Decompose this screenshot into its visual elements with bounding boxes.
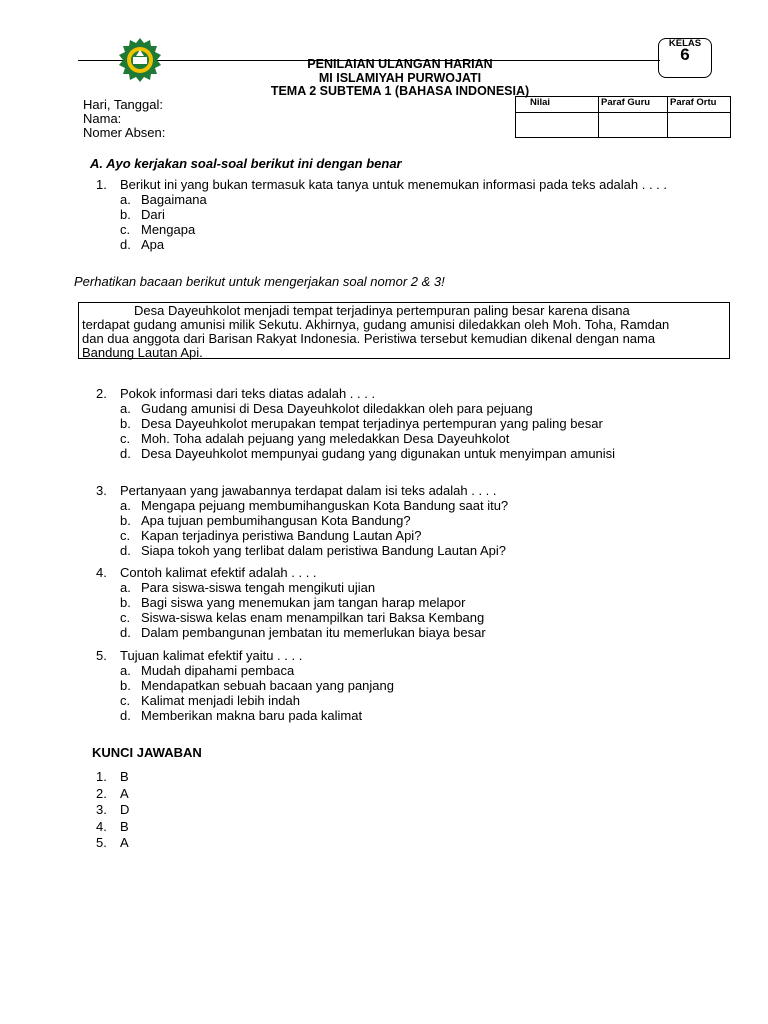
question-number: 5.: [96, 648, 107, 663]
nilai-header: Nilai: [516, 97, 599, 113]
answer-item: 2. A: [96, 785, 129, 801]
question-4: [96, 565, 486, 640]
theme-title: TEMA 2 SUBTEMA 1 (BAHASA INDONESIA): [270, 84, 530, 98]
nilai-cell: [516, 113, 599, 138]
option-b: b. Bagi siswa yang menemukan jam tangan harap melapor: [120, 595, 466, 610]
school-logo: [117, 37, 163, 83]
question-2: [96, 386, 615, 461]
question-number: 4.: [96, 565, 107, 580]
option-a: a. Bagaimana: [120, 192, 207, 207]
reading-instruction: Perhatikan bacaan berikut untuk mengerjakan soal nomor 2 & 3!: [74, 274, 445, 289]
question-3: [96, 483, 508, 558]
section-a-title: A. Ayo kerjakan soal-soal berikut ini dengan benar: [90, 156, 402, 171]
option-d: d. Apa: [120, 237, 165, 252]
question-text: Contoh kalimat efektif adalah . . . .: [120, 565, 317, 580]
question-number: 2.: [96, 386, 107, 401]
option-b: b. Mendapatkan sebuah bacaan yang panjang: [120, 678, 394, 693]
kelas-value: 6: [680, 45, 690, 64]
answer-item: 1. B: [96, 769, 129, 784]
option-d: d. Siapa tokoh yang terlibat dalam peristiwa Bandung Lautan Api?: [120, 543, 506, 558]
option-d: d. Memberikan makna baru pada kalimat: [120, 708, 363, 723]
school-name: MI ISLAMIYAH PURWOJATI: [318, 71, 482, 85]
option-c: c. Kalimat menjadi lebih indah: [120, 693, 300, 708]
date-label: Hari, Tanggal:: [83, 97, 163, 112]
option-a: a. Mudah dipahami pembaca: [120, 663, 295, 678]
answer-item: 3. D: [96, 802, 130, 817]
reading-line-3: dan dua anggota dari Barisan Rakyat Indonesia. Peristiwa tersebut kemudian dikenal dengan nama: [82, 331, 656, 346]
option-c: c. Siswa-siswa kelas enam menampilkan tari Baksa Kembang: [120, 610, 485, 625]
option-a: a. Gudang amunisi di Desa Dayeuhkolot diledakkan oleh para pejuang: [120, 401, 533, 416]
option-c: c. Kapan terjadinya peristiwa Bandung Lautan Api?: [120, 528, 422, 543]
answer-item: 5. A: [96, 835, 129, 850]
school-emblem-icon: [117, 37, 163, 83]
paraf-guru-cell: [599, 113, 668, 138]
question-text: Berikut ini yang bukan termasuk kata tanya untuk menemukan informasi pada teks adalah . . . .: [120, 177, 668, 192]
name-label: Nama:: [83, 111, 122, 126]
paraf-guru-header: Paraf Guru: [599, 97, 668, 113]
option-a: a. Para siswa-siswa tengah mengikuti ujian: [120, 580, 376, 595]
reading-passage: [78, 302, 730, 359]
paraf-ortu-cell: [668, 113, 731, 138]
option-c: c. Moh. Toha adalah pejuang yang meledakkan Desa Dayeuhkolot: [120, 431, 510, 446]
question-5: [96, 648, 394, 723]
option-d: d. Dalam pembangunan jembatan itu memerlukan biaya besar: [120, 625, 486, 640]
question-1: [96, 177, 667, 252]
question-number: 1.: [96, 177, 107, 192]
option-b: b. Desa Dayeuhkolot merupakan tempat terjadinya pertempuran yang paling besar: [120, 416, 603, 431]
option-b: b. Apa tujuan pembumihangusan Kota Bandung?: [120, 513, 411, 528]
option-c: c. Mengapa: [120, 222, 196, 237]
question-text: Pertanyaan yang jawabannya terdapat dalam isi teks adalah . . . .: [120, 483, 497, 498]
question-text: Tujuan kalimat efektif yaitu . . . .: [120, 648, 303, 663]
absen-label: Nomer Absen:: [83, 125, 166, 140]
answer-item: 4. B: [96, 818, 129, 834]
option-d: d. Desa Dayeuhkolot mempunyai gudang yang digunakan untuk menyimpan amunisi: [120, 446, 616, 461]
reading-line-2: terdapat gudang amunisi milik Sekutu. Akhirnya, gudang amunisi diledakkan oleh Moh. Toha, Ramdan: [82, 317, 670, 332]
question-text: Pokok informasi dari teks diatas adalah . . . .: [120, 386, 376, 401]
option-a: a. Mengapa pejuang membumihanguskan Kota Bandung saat itu?: [120, 498, 509, 513]
signature-table: [515, 96, 731, 138]
kelas-label: KELAS: [668, 38, 702, 49]
reading-line-4: Bandung Lautan Api.: [82, 345, 203, 360]
option-b: b. Dari: [120, 207, 165, 222]
question-number: 3.: [96, 483, 107, 498]
answer-key-list: [96, 769, 129, 852]
kelas-box: [658, 38, 712, 78]
answer-key-title: KUNCI JAWABAN: [92, 745, 202, 760]
paraf-ortu-header: Paraf Ortu: [668, 97, 731, 113]
exam-title: PENILAIAN ULANGAN HARIAN: [307, 57, 493, 71]
reading-line-1: Desa Dayeuhkolot menjadi tempat terjadinya pertempuran paling besar karena disana: [134, 303, 630, 318]
